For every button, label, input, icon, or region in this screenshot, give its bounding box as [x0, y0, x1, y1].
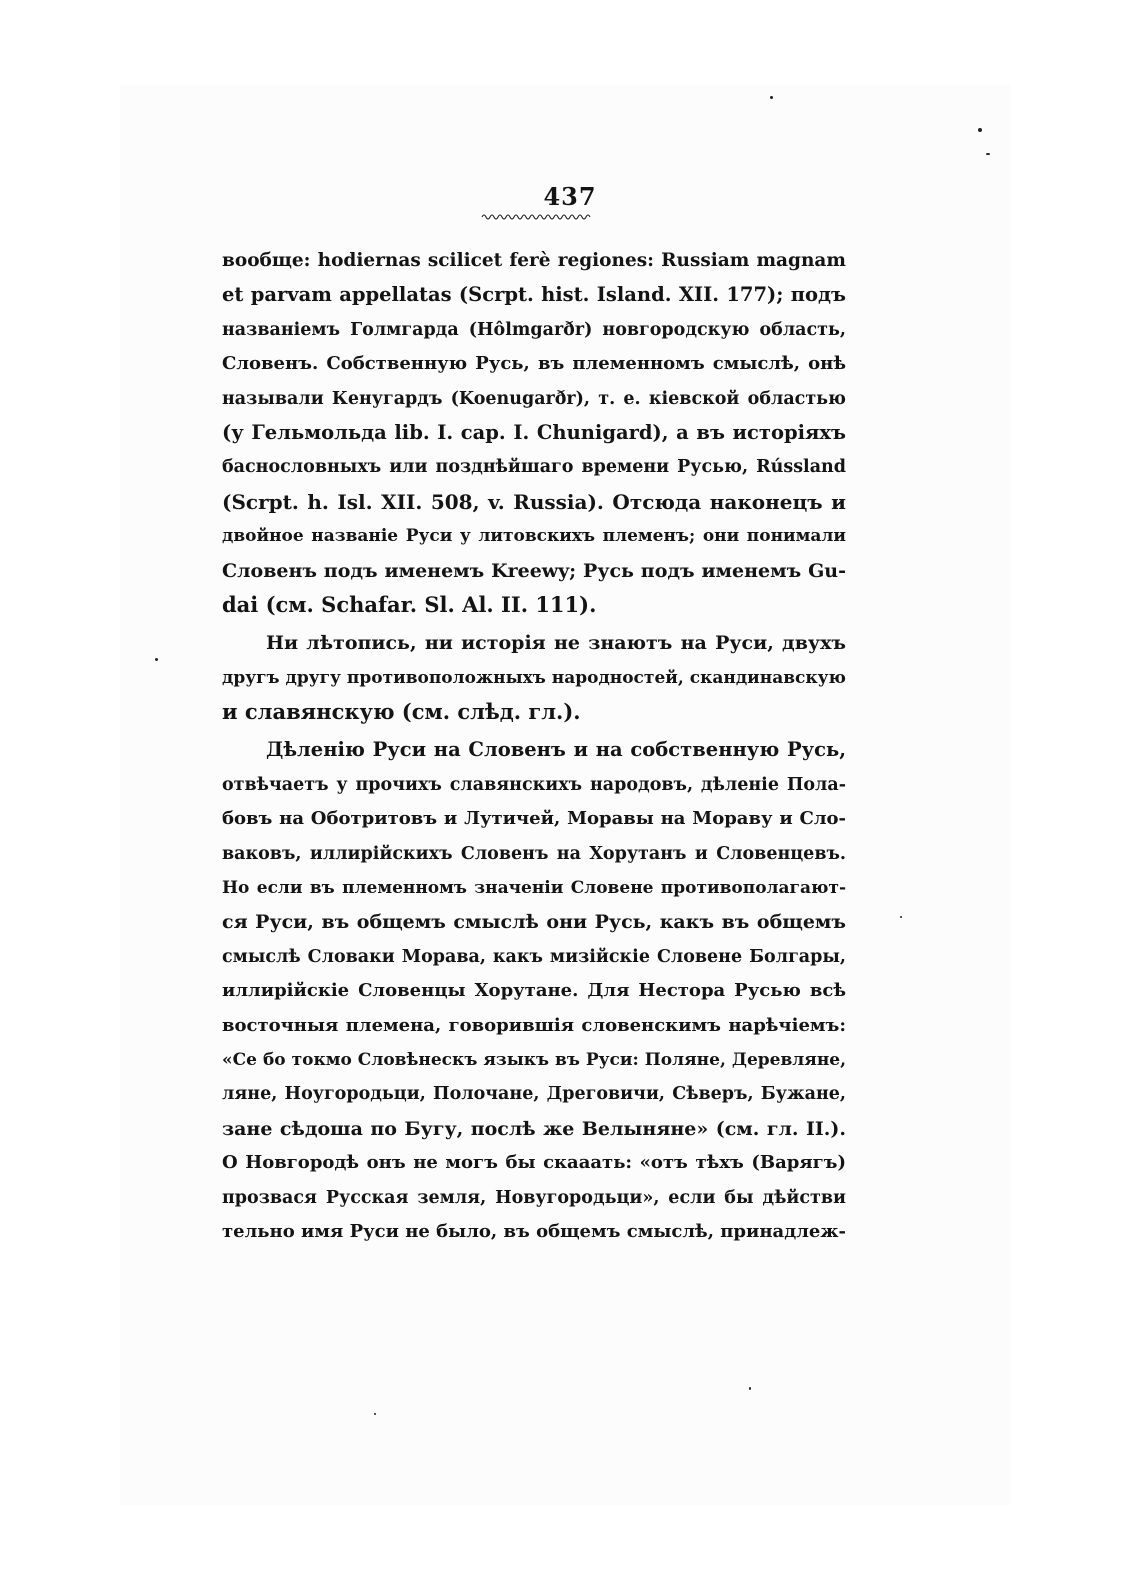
text-line: иллирійскіе Словенцы Хорутане. Для Нестора Русью всѣ: [222, 980, 846, 1002]
text-line: ся Руси, въ общемъ смыслѣ они Русь, какъ въ общемъ: [222, 911, 846, 934]
text-line: Ни лѣтопись, ни исторія не знаютъ на Руси, двухъ: [266, 632, 846, 655]
text-line: и славянскую (см. слѣд. гл.).: [222, 699, 581, 725]
text-line: прозвася Русская земля, Новугородьци», если бы дѣйстви: [222, 1187, 846, 1208]
scan-speck: [978, 128, 982, 132]
text-line: (Scrpt. h. Isl. XII. 508, v. Russia). Отсюда наконецъ и: [222, 489, 846, 514]
text-line: (у Гельмольда lib. I. cap. I. Chunigard), а въ исторіяхъ: [222, 420, 846, 444]
text-line: О Новгородѣ онъ не могъ бы скааать: «отъ тѣхъ (Варягъ): [222, 1152, 846, 1174]
text-line: «Се бо токмо Словѣнескъ языкъ въ Руси: Поляне, Деревляне,: [222, 1049, 846, 1070]
scan-speck: [770, 96, 773, 99]
text-line: тельно имя Руси не было, въ общемъ смыслѣ, принадлеж-: [222, 1220, 846, 1242]
text-line: названіемъ Голмгарда (Hôlmgarðr) новгородскую область,: [222, 319, 846, 340]
text-line: ляне, Ноугородьци, Полочане, Дреговичи, Сѣверъ, Бужане,: [222, 1084, 846, 1105]
text-line: бовъ на Оботритовъ и Лутичей, Моравы на Мораву и Сло-: [222, 808, 846, 830]
text-line: смыслѣ Словаки Морава, какъ мизійскіе Словене Болгары,: [222, 946, 846, 967]
text-line: Словенъ. Собственную Русь, въ племенномъ смыслѣ, онѣ: [222, 353, 846, 375]
scan-speck: [374, 1413, 376, 1415]
text-line: зане сѣдоша по Бугу, послѣ же Велыняне» (см. гл. II.).: [222, 1117, 846, 1140]
text-line: двойное названіе Руси у литовскихъ племенъ; они понимали: [222, 526, 846, 547]
text-line: ваковъ, иллирійскихъ Словенъ на Хорутанъ и Словенцевъ.: [222, 843, 846, 864]
scan-speck: [155, 658, 158, 661]
text-line: et parvam appellatas (Scrpt. hist. Island. XII. 177); подъ: [222, 283, 846, 307]
text-line: вообще: hodiernas scilicet ferè regiones: Russiam magnam: [222, 250, 846, 271]
scan-speck: [986, 153, 990, 155]
text-line: называли Кенугардъ (Koenugarðr), т. е. кіевской областью: [222, 388, 846, 409]
text-line: баснословныхъ или позднѣйшаго времени Русью, Rússland: [222, 457, 846, 478]
text-line: Словенъ подъ именемъ Kreewy; Русь подъ именемъ Gu-: [222, 559, 846, 582]
text-line: Дѣленію Руси на Словенъ и на собственную Русь,: [266, 738, 846, 762]
ornament-rule: [480, 210, 592, 224]
scan-speck: [749, 1387, 751, 1390]
body-text: [222, 244, 846, 1249]
text-line: отвѣчаетъ у прочихъ славянскихъ народовъ, дѣленіе Пола-: [222, 774, 846, 795]
text-line: другъ другу противоположныхъ народностей, скандинавскую: [222, 667, 846, 688]
page-number: 437: [543, 182, 597, 211]
scan-speck: [900, 916, 902, 918]
text-line: восточныя племена, говорившія словенскимъ нарѣчіемъ:: [222, 1014, 846, 1036]
text-line: Но если въ племенномъ значеніи Словене противополагают-: [222, 878, 846, 899]
text-line: dai (см. Schafar. Sl. Al. II. 111).: [222, 591, 597, 617]
